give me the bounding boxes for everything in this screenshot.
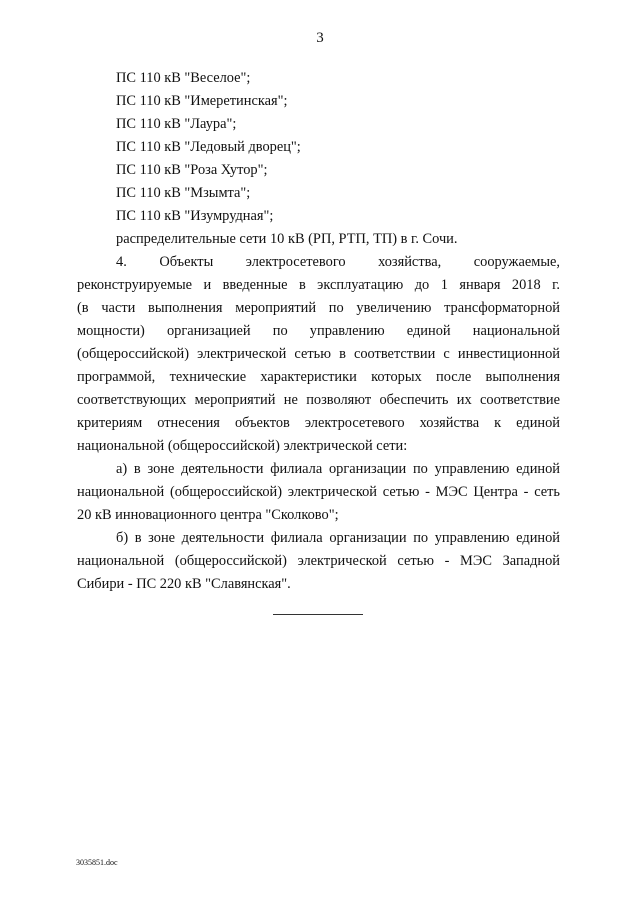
substation-item: ПС 110 кВ "Ледовый дворец"; [116,139,301,155]
item-a-line: 20 кВ инновационного центра "Сколково"; [77,507,339,523]
page-number: 3 [316,30,324,46]
substation-item: ПС 110 кВ "Лаура"; [116,116,237,132]
end-divider [273,614,363,615]
item-b-line: национальной (общероссийской) электрической сетью - МЭС Западной [77,553,560,569]
substation-item: распределительные сети 10 кВ (РП, РТП, ТП) в г. Сочи. [116,231,458,247]
substation-item: ПС 110 кВ "Изумрудная"; [116,208,274,224]
item-a-line: национальной (общероссийской) электрической сетью - МЭС Центра - сеть [77,484,560,500]
item-b-line: Сибири - ПС 220 кВ "Славянская". [77,576,291,592]
clause-4-line: мощности) организацией по управлению единой национальной [77,323,560,339]
substation-item: ПС 110 кВ "Имеретинская"; [116,93,288,109]
item-a-line: а) в зоне деятельности филиала организации по управлению единой [116,461,560,477]
substation-item: ПС 110 кВ "Мзымта"; [116,185,251,201]
document-footer: 3035851.doc [76,858,118,867]
item-b-line: б) в зоне деятельности филиала организации по управлению единой [116,530,560,546]
clause-4-line: (общероссийской) электрической сетью в соответствии с инвестиционной [77,346,560,362]
clause-4-line: программой, технические характеристики которых после выполнения [77,369,560,385]
clause-4-line: критериям отнесения объектов электросетевого хозяйства к единой [77,415,560,431]
clause-4-line: (в части выполнения мероприятий по увеличению трансформаторной [77,300,560,316]
clause-4-line: соответствующих мероприятий не позволяют обеспечить их соответствие [77,392,560,408]
substation-item: ПС 110 кВ "Роза Хутор"; [116,162,268,178]
clause-4-line: реконструируемые и введенные в эксплуатацию до 1 января 2018 г. [77,277,560,293]
substation-item: ПС 110 кВ "Веселое"; [116,70,251,86]
clause-4-line: национальной (общероссийской) электрической сети: [77,438,408,454]
clause-4-line: 4. Объекты электросетевого хозяйства, сооружаемые, [116,254,560,270]
